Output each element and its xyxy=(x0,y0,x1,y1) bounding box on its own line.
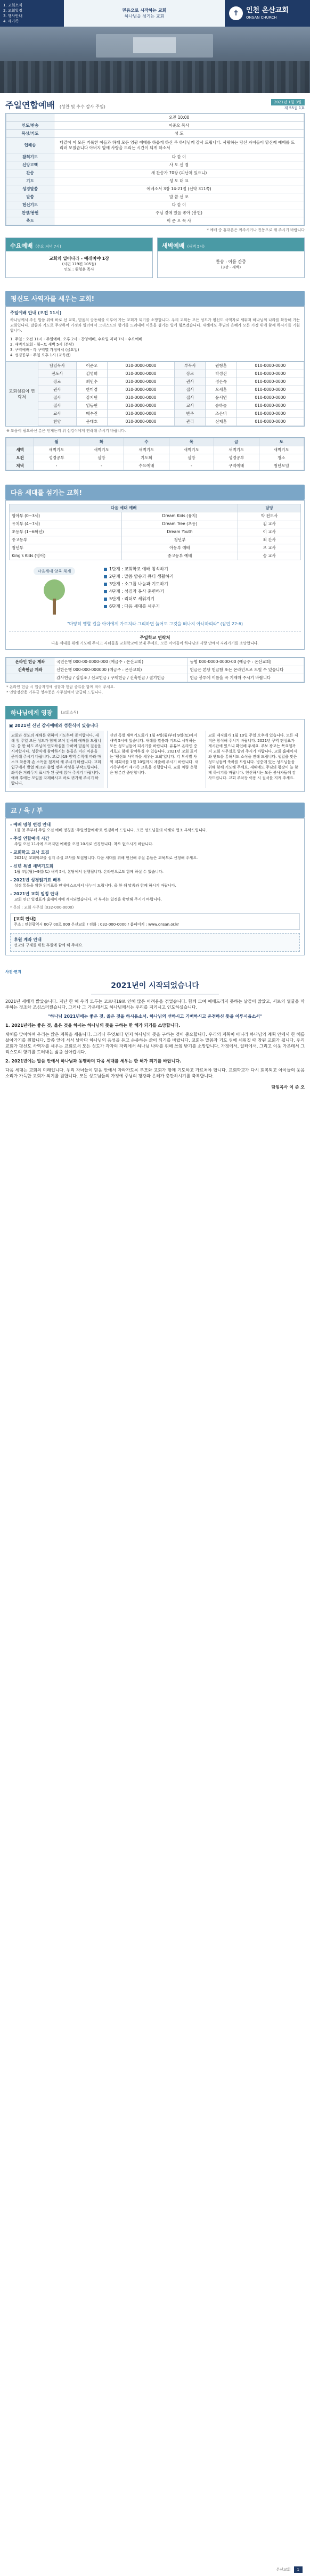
worship-header xyxy=(0,93,310,113)
banner-photo xyxy=(0,27,310,93)
announcements-section-title: 교 / 육 / 부 xyxy=(5,803,305,818)
offering-value: 감사헌금 / 십일조 / 선교헌금 / 구제헌금 / 건축헌금 / 절기헌금 xyxy=(54,674,187,682)
worship-row-value: 에베소서 3장 14-21절 (신약 311쪽) xyxy=(54,185,304,193)
footer-mark: 온산교회 xyxy=(276,2567,291,2572)
announcement-item xyxy=(10,863,300,874)
announcement-heading: - 주일 연합예배 시간 xyxy=(10,836,50,841)
nextgen-cell: 영아부 (0~3세) xyxy=(10,512,122,520)
offering-value-2: 헌금 봉투에 이름을 꼭 기재해 주시기 바랍니다 xyxy=(187,674,304,682)
schedule-cell: 오전 xyxy=(6,454,34,462)
announcement-item xyxy=(10,891,300,902)
announcement-body: 주일 오전 11시에 드려지던 예배를 오전 10시로 변경합니다. 착오 없으시기 바랍니다. xyxy=(14,842,153,846)
staff-cell: 윤서연 xyxy=(206,394,236,402)
vision-bullet: 2. 새벽기도회 - 월~토 새벽 5시 (본당) xyxy=(10,342,74,347)
staff-row xyxy=(38,394,304,402)
worship-row xyxy=(6,169,304,177)
nextgen-row xyxy=(10,528,301,536)
staff-cell: 집사 xyxy=(175,394,206,402)
staff-cell: 장로 xyxy=(175,370,206,378)
announcements-footer: * 문의 : 교회 사무실 (032-000-0000) xyxy=(10,905,74,910)
schedule-cell: - xyxy=(79,462,124,470)
staff-cell: 010-0000-0000 xyxy=(236,378,304,386)
announcement-body: 1월 4일(월)~9일(토) 새벽 5시, 본당에서 진행됩니다. 온라인으로도 함께 하실 수 있습니다. xyxy=(14,870,164,874)
nextgen-cell: 최 간사 xyxy=(238,536,301,544)
staff-cell: 장로 xyxy=(38,378,77,386)
nextgen-cell: Dream Kids (유치) xyxy=(121,512,238,520)
header-tag: 3. 행사안내 xyxy=(3,14,22,18)
worship-row-value: 이 준 오 목 사 xyxy=(54,217,304,225)
staff-cell: 교사 xyxy=(38,410,77,418)
staff-row xyxy=(38,386,304,394)
nextgen-cell: Dream Youth xyxy=(121,528,238,536)
step-marker xyxy=(104,598,107,601)
staff-row xyxy=(38,362,304,370)
staff-cell: 정은숙 xyxy=(206,378,236,386)
announcement-item xyxy=(10,822,300,833)
offering-key: 온라인 헌금 계좌 xyxy=(6,658,54,666)
nextgen-row xyxy=(10,552,301,560)
step-marker xyxy=(104,590,107,593)
staff-cell: 집사 xyxy=(38,394,77,402)
dawn-title: 새벽예배 xyxy=(162,242,185,249)
staff-cell: 문태호 xyxy=(76,418,107,426)
staff-cell: 010-0000-0000 xyxy=(107,370,174,378)
staff-cell: 부목사 xyxy=(175,362,206,370)
offering-row xyxy=(6,674,304,682)
staff-cell: 관리 xyxy=(175,418,206,426)
worship-row-key: 인도/찬송 xyxy=(6,122,54,130)
worship-row xyxy=(6,185,304,193)
nextgen-row xyxy=(10,544,301,552)
staff-cell: 오세훈 xyxy=(206,386,236,394)
schedule-cell: 새벽기도 xyxy=(79,446,124,454)
column-paragraph: 2. 2021년에는 말씀 안에서 하나님과 동행하며 다음 세대를 세우는 한 해가 되기를 바랍니다. xyxy=(5,1059,182,1064)
schedule-cell: 새벽기도 xyxy=(214,446,259,454)
tree-step xyxy=(104,596,301,602)
schedule-cell: 청년모임 xyxy=(259,462,304,470)
worship-row-value: 성 도 대 표 xyxy=(54,177,304,185)
staff-row xyxy=(38,370,304,378)
staff-cell: 한미경 xyxy=(76,386,107,394)
worship-row-value: 다 같 이 xyxy=(54,201,304,209)
schedule-header: 금 xyxy=(214,438,259,446)
nextgen-cell: Dream Tree (초등) xyxy=(121,520,238,528)
staff-cell: 찬양 xyxy=(38,418,77,426)
motto-line: 하나님을 섬기는 교회 xyxy=(124,14,165,19)
staff-footnote: ※ 도움이 필요하신 분은 언제든지 위 섬김이에게 연락해 주시기 바랍니다. xyxy=(6,429,126,433)
staff-cell: 010-0000-0000 xyxy=(236,386,304,394)
worship-vol: 제 55권 1호 xyxy=(284,106,305,110)
tree-step xyxy=(104,588,301,594)
announcement-heading: - 신년 특별 새벽기도회 xyxy=(10,864,54,869)
offering-row xyxy=(6,666,304,674)
vision-bullets xyxy=(10,337,300,358)
staff-cell: 010-0000-0000 xyxy=(236,370,304,378)
tree-step xyxy=(104,566,301,572)
worship-row xyxy=(6,130,304,138)
worship-row-key: 묵상/기도 xyxy=(6,130,54,138)
tree-step xyxy=(104,574,301,579)
tree-step-label: 5단계 : 리더로 세워지기 xyxy=(109,596,154,601)
worship-row-key: 찬양/봉헌 xyxy=(6,209,54,217)
worship-row-key: 찬송 xyxy=(6,169,54,177)
schedule-cell: 새벽기도 xyxy=(124,446,169,454)
step-marker xyxy=(104,605,107,608)
worship-row xyxy=(6,138,304,153)
worship-row xyxy=(6,193,304,201)
news-col-right: 교회 제직회가 1월 10일 주일 오후에 있습니다. 모든 제직은 참석해 주시기 바랍니다. 2021년 구역 편성표가 게시판에 있으니 확인해 주세요. 주보 광고는 목요일까지 교회 사무실로 알려 주시기 바랍니다. 교회 홈페이지와 밴드를 통해서도 소식을 전해 드립니다. 생일을 맞은 성도님들께 축하를 드립니다. 병중에 있는 성도님들을 위해 함께 기도해 주세요. 새해에도 주님의 평강이 늘 함께 하시기를 바랍니다. 헌신하시는 모든 봉사자들께 감사드립니다. 교회 주차장 이용 시 질서를 지켜 주세요. xyxy=(206,731,301,788)
worship-row-value: 새 찬송가 70장 (피난처 있으니) xyxy=(54,169,304,177)
wednesday-service xyxy=(5,238,153,278)
offering-note: * 연말정산용 기부금 영수증은 사무실에서 발급해 드립니다. xyxy=(6,690,103,694)
dawn-line: (3장 - 새벽) xyxy=(221,265,241,269)
nextgen-cell: 유치부 (4~7세) xyxy=(10,520,122,528)
weekly-services xyxy=(5,238,305,278)
schedule-row xyxy=(6,446,304,454)
nextgen-tree xyxy=(9,565,301,617)
staff-cell: 010-0000-0000 xyxy=(107,362,174,370)
footer xyxy=(0,2563,310,2576)
staff-cell: 권사 xyxy=(175,378,206,386)
nextgen-verse: "마땅히 행할 길을 아이에게 가르치라 그리하면 늙어도 그것을 떠나지 아니하리라" (잠언 22:6) xyxy=(67,621,243,626)
tree-step xyxy=(104,581,301,587)
tree-step-label: 3단계 : 소그룹 나눔과 기도하기 xyxy=(109,582,168,586)
offering-value-2: 헌금은 본당 헌금함 또는 온라인으로 드릴 수 있습니다 xyxy=(187,666,304,674)
worship-row-key: 참회기도 xyxy=(6,153,54,161)
header-tag: 1. 교회소식 xyxy=(3,3,22,7)
wednesday-line: 인도 : 원형훈 목사 xyxy=(64,267,94,272)
worship-row-key: 기도 xyxy=(6,177,54,185)
step-marker xyxy=(104,583,107,586)
nextgen-cell: 오 교사 xyxy=(238,544,301,552)
wednesday-line: (시편 119편 105절) xyxy=(62,262,96,266)
staff-cell: 권사 xyxy=(38,386,77,394)
news-section-title: 하나님에게 영광 xyxy=(5,706,58,719)
staff-cell: 배수진 xyxy=(76,410,107,418)
staff-cell: 반주 xyxy=(175,410,206,418)
church-name: 인천 온산교회 xyxy=(246,6,289,14)
vision-bullet: 4. 성경공부 - 주일 오후 1시 (교육관) xyxy=(10,353,71,357)
announcement-heading: - 2021년 교회 일정 안내 xyxy=(10,892,59,896)
nextgen-box xyxy=(5,500,305,650)
column-label: 사진·편지 xyxy=(5,970,21,974)
vision-paragraph: 하나님께서 주신 말씀 위에 바로 선 교회, 믿음의 공동체를 이루어 가는 교회가 되기를 소망합니다. 우리 교회는 모든 성도가 평신도 사역자로 세워져 하나님의 나라를 확장해 가는 교회입니다. 말씀과 기도로 무장하여 가정과 일터에서 그리스도의 향기를 드러내며 이웃을 섬기는 일에 힘쓰겠습니다. 새해에도 주님의 은혜가 모든 가정 위에 함께 하시기를 기원합니다. xyxy=(10,318,300,333)
staff-cell: 교사 xyxy=(175,402,206,410)
worship-row-value: 말 씀 선 포 xyxy=(54,193,304,201)
schedule-header: 토 xyxy=(259,438,304,446)
nextgen-cell: King's Kids (영어) xyxy=(10,552,122,560)
step-marker xyxy=(104,568,107,571)
motto-line: 믿음으로 시작하는 교회 xyxy=(122,8,167,13)
nextgen-cell: 초등부 (1~6학년) xyxy=(10,528,122,536)
worship-row-value: 이준오 목사 xyxy=(54,122,304,130)
column-section xyxy=(5,969,305,1090)
column-paragraph: 다음 세대는 교회의 미래입니다. 우리 자녀들이 믿음 안에서 자라가도록 부모와 교회가 함께 기도하고 가르쳐야 합니다. 교회학교가 다시 회복되고 아이들의 웃음소리가 가득한 교회가 되기를 원합니다. 모든 성도님들의 가정에 주님의 평강과 은혜가 충만하시기를 축복합니다. xyxy=(5,1068,305,1078)
worship-row-key xyxy=(6,114,54,122)
news-col-left: 교회와 성도의 새해를 위하여 기도하며 준비합시다. 새해 첫 주일 모든 성도가 함께 모여 감사의 예배를 드립니다. 올 한 해도 주님의 인도하심을 구하며 믿음의 걸음을 시작합시다. 성찬식에 참여하시는 분들은 미리 마음을 준비해 주시기 바랍니다. 코로나19 방역 수칙에 따라 마스크 착용과 손 소독을 철저히 해 주시기 바랍니다. 교회 입구에서 발열 체크와 출입 명부 작성을 부탁드립니다. 좌석은 거리두기 표시가 된 곳에 앉아 주시기 바랍니다. 예배 후에는 모임을 자제하시고 바로 귀가해 주시기 바랍니다. xyxy=(9,731,104,788)
announcement-heading: - 교회학교 교사 모집 xyxy=(10,850,50,855)
column-paragraph: 2021년 새해가 밝았습니다. 지난 한 해 우리 모두는 코로나19로 인해 많은 어려움을 겪었습니다. 함께 모여 예배드리지 못하는 날들이 많았고, 서로의 얼굴을 마주하는 것조차 조심스러웠습니다. 그러나 그 가운데서도 하나님께서는 우리를 지키시고 인도하셨습니다. xyxy=(5,999,305,1010)
news-box xyxy=(5,719,305,792)
staff-cell: 원형훈 xyxy=(206,362,236,370)
staff-cell: 전도사 xyxy=(38,370,77,378)
schedule-header: 화 xyxy=(79,438,124,446)
worship-date: 2021년 1월 3일 xyxy=(271,99,305,105)
schedule-cell: 저녁 xyxy=(6,462,34,470)
nextgen-row xyxy=(10,536,301,544)
offering-table xyxy=(5,657,305,683)
schedule-cell: - xyxy=(169,462,214,470)
step-marker xyxy=(104,575,107,578)
nextgen-right-head: 담당 xyxy=(238,504,301,512)
announcement-body: 교회 연간 일정표가 홈페이지에 게시되었습니다. 각 부서는 일정을 확인해 주시기 바랍니다. xyxy=(14,897,162,902)
schedule-header: 목 xyxy=(169,438,214,446)
nextgen-cell: 송 교사 xyxy=(238,552,301,560)
worship-row-key: 말씀 xyxy=(6,193,54,201)
offering-key xyxy=(6,674,54,682)
schedule-row xyxy=(6,462,304,470)
announcement-body: 2021년 교회학교를 섬겨 주실 교사를 모집합니다. 다음 세대를 위해 헌신해 주실 분들은 교육부로 신청해 주세요. xyxy=(14,856,198,860)
worship-row-value: 성 도 xyxy=(54,130,304,138)
offering-note: * 온라인 헌금 시 입금자명에 성함과 헌금 종류를 함께 적어 주세요. xyxy=(6,685,115,689)
staff-cell: 집사 xyxy=(38,402,77,410)
weekly-schedule-table xyxy=(5,437,305,471)
vision-bullet: 1. 주일 : 오전 11시 - 주일예배, 오후 2시 - 찬양예배, 수요일 저녁 7시 - 수요예배 xyxy=(10,337,143,341)
announcement-item xyxy=(10,849,300,861)
nextgen-blessing-text: 다음 세대를 위해 기도해 주시고 자녀들을 교회학교에 보내 주세요. 모든 아이들이 하나님의 사랑 안에서 자라가기를 소망합니다. xyxy=(51,641,259,645)
staff-cell: 010-0000-0000 xyxy=(236,418,304,426)
nextgen-blessing-title: 주일학교 연락처 xyxy=(140,635,170,640)
worship-row xyxy=(6,177,304,185)
staff-cell: 최민수 xyxy=(76,378,107,386)
dawn-tag: (새벽 5시) xyxy=(187,244,205,249)
schedule-row xyxy=(6,454,304,462)
schedule-cell: 새벽기도 xyxy=(169,446,214,454)
worship-row xyxy=(6,161,304,169)
tree-step-label: 6단계 : 다음 세대를 세우기 xyxy=(109,604,160,609)
schedule-header xyxy=(6,438,34,446)
schedule-header: 수 xyxy=(124,438,169,446)
schedule-cell: 성경공부 xyxy=(214,454,259,462)
news-header xyxy=(5,706,305,719)
schedule-cell: 새벽기도 xyxy=(34,446,79,454)
announcements-box xyxy=(5,818,305,955)
offering-value: 국민은행 000-00-0000-000 (예금주 : 온산교회) xyxy=(54,658,187,666)
schedule-cell: 심방 xyxy=(79,454,124,462)
staff-row xyxy=(38,418,304,426)
schedule-cell: 새벽기도 xyxy=(259,446,304,454)
schedule-cell: 청소 xyxy=(259,454,304,462)
nextgen-row xyxy=(10,512,301,520)
donation-title: 후원 계좌 안내 xyxy=(14,937,42,942)
staff-cell: 송하늘 xyxy=(206,402,236,410)
worship-row-value: 오전 10:00 xyxy=(54,114,304,122)
offering-value: 신한은행 000-000-000000 (예금주 : 온산교회) xyxy=(54,666,187,674)
schedule-cell: 기도회 xyxy=(124,454,169,462)
nextgen-cell: 아동부 예배 xyxy=(121,544,238,552)
worship-row-value: 다같이 이 모든 거룩한 이들과 하께 모든 영광 예배를 하옵게 하신 주 하나님께 감사 드립니다. 사랑하는 당신 자녀들이 당신께 예배를 드리러 모였습니다 아버지 앞에 사랑을 드리는 시간이 되게 하소서 xyxy=(54,138,304,153)
tree-step-label: 4단계 : 섬김과 봉사 훈련하기 xyxy=(109,589,164,594)
offering-row xyxy=(6,658,304,666)
staff-cell: 010-0000-0000 xyxy=(107,418,174,426)
vision-sub: 주일예배 안내 (오전 11시) xyxy=(10,310,62,315)
worship-row-key: 입례송 xyxy=(6,138,54,153)
column-title: 2021년이 시작되었습니다 xyxy=(111,982,199,990)
announcement-body: 1월 첫 주부터 주일 오전 예배 명칭을 '주일연합예배'로 변경하여 드립니다. 모든 성도님들의 이해와 협조 부탁드립니다. xyxy=(14,828,207,832)
header-tag: 4. 새가족 xyxy=(3,19,19,23)
staff-cell: 조은비 xyxy=(206,410,236,418)
worship-row-key: 성경말씀 xyxy=(6,185,54,193)
schedule-cell: 성경공부 xyxy=(34,454,79,462)
nextgen-row xyxy=(10,520,301,528)
vision-section-title: 평신도 사역자를 세우는 교회! xyxy=(5,291,305,306)
staff-cell: 010-0000-0000 xyxy=(107,386,174,394)
nextgen-cell: 청년부 xyxy=(10,544,122,552)
tree-icon xyxy=(38,579,70,617)
header-tag: 2. 교회일정 xyxy=(3,9,22,13)
wednesday-line: 교회의 일어나라 - 예레미야 1장 xyxy=(49,256,109,261)
tree-step-label: 2단계 : 말씀 암송과 큐티 생활하기 xyxy=(109,574,174,579)
dawn-line: 찬송 : 이름 간증 xyxy=(216,259,246,264)
worship-row xyxy=(6,114,304,122)
staff-cell: 임동현 xyxy=(76,402,107,410)
nextgen-cell: 중고등부 xyxy=(10,536,122,544)
column-body xyxy=(5,999,305,1079)
worship-row-key: 헌신기도 xyxy=(6,201,54,209)
worship-subtitle: (성찬 및 추수 감사 주일) xyxy=(59,104,105,109)
header-left xyxy=(0,0,64,27)
staff-cell: 010-0000-0000 xyxy=(107,410,174,418)
schedule-cell: 심방 xyxy=(169,454,214,462)
nextgen-left-head: 다음 세대 예배 xyxy=(10,504,238,512)
news-col-mid: 신년 특별 새벽기도회가 1월 4일(월)부터 9일(토)까지 새벽 5시에 있습니다. 새해를 말씀과 기도로 시작하는 모든 성도님들이 되시기를 바랍니다. 유튜브 온라인 중계로도 함께 참여하실 수 있습니다. 2021년 교회 표어는 '평신도 사역자를 세우는 교회'입니다. 각 부서별 사역 계획서를 1월 10일까지 제출해 주시기 바랍니다. 새가족부에서 새가족 교육을 진행합니다. 교회 차량 운행은 당분간 중단합니다. xyxy=(107,731,202,788)
nextgen-cell: 청년부 xyxy=(121,536,238,544)
staff-cell: 박성진 xyxy=(206,370,236,378)
staff-cell: 010-0000-0000 xyxy=(107,394,174,402)
staff-label: 교회섬김이 연락처 xyxy=(6,362,38,426)
staff-cell: 담임목사 xyxy=(38,362,77,370)
staff-cell: 010-0000-0000 xyxy=(107,378,174,386)
header-motto xyxy=(64,0,225,27)
schedule-cell: 수요예배 xyxy=(124,462,169,470)
worship-row xyxy=(6,217,304,225)
worship-row xyxy=(6,209,304,217)
tree-step-label: 1단계 : 교회학교 예배 참석하기 xyxy=(109,567,168,571)
staff-row xyxy=(38,402,304,410)
donation-text: 선교와 구제를 위한 후원에 함께 해 주세요. xyxy=(14,943,84,947)
staff-row xyxy=(38,378,304,386)
nextgen-section-title: 다음 세대를 섬기는 교회! xyxy=(5,485,305,500)
staff-cell: 집사 xyxy=(175,386,206,394)
staff-cell: 강지원 xyxy=(76,394,107,402)
header xyxy=(0,0,310,27)
vision-box xyxy=(5,306,305,362)
dawn-service xyxy=(157,238,305,278)
staff-cell: 010-0000-0000 xyxy=(236,410,304,418)
announcement-heading: - 예배 명칭 변경 안내 xyxy=(10,822,51,827)
schedule-cell: 새벽 xyxy=(6,446,34,454)
news-bullet-head: ▣ 2021년 신년 감사예배와 성찬식이 있습니다 xyxy=(9,723,99,728)
offering-value-2: 농협 000-0000-0000-00 (예금주 : 온산교회) xyxy=(187,658,304,666)
nextgen-cell: 박 전도사 xyxy=(238,512,301,520)
staff-cell: 010-0000-0000 xyxy=(236,402,304,410)
church-logo-block xyxy=(225,0,310,27)
worship-note: * 예배 중 휴대폰은 꺼주시거나 진동으로 해 주시기 바랍니다 xyxy=(207,228,305,232)
staff-row xyxy=(38,410,304,418)
schedule-cell: 구역예배 xyxy=(214,462,259,470)
tree-title: 다음세대 양육 체계 xyxy=(34,567,76,575)
announcement-heading: - 2021년 성경읽기표 배부 xyxy=(10,878,61,882)
worship-row-key: 신앙고백 xyxy=(6,161,54,169)
church-name-sub: ONSAN CHURCH xyxy=(246,15,277,20)
staff-box xyxy=(5,362,305,427)
staff-cell: 이준오 xyxy=(76,362,107,370)
nextgen-cell: 이 교사 xyxy=(238,528,301,536)
church-logo-icon: ✝ xyxy=(229,6,243,20)
worship-row-value: 사 도 신 경 xyxy=(54,161,304,169)
staff-cell: 010-0000-0000 xyxy=(236,362,304,370)
worship-row-value: 주님 곁에 있음 좋아 (봉헌) xyxy=(54,209,304,217)
nextgen-cell: 김 교사 xyxy=(238,520,301,528)
page-number: 1 xyxy=(294,2566,303,2573)
column-paragraph: 새해를 맞이하며 우리는 많은 계획을 세웁니다. 그러나 무엇보다 먼저 하나님의 뜻을 구하는 것이 중요합니다. 우리의 계획이 아니라 하나님의 계획 안에서 한 해를 살아가기를 원합니다. 말씀 앞에 서서 날마다 하나님의 음성을 듣고 순종하는 삶이 되기를 바랍니다. 교회는 말씀과 기도 위에 세워질 때 참된 교회가 됩니다. 우리 교회가 평신도 사역자를 세우는 교회로서 모든 성도가 각자의 자리에서 하나님 나라를 위해 쓰임 받기를 소망합니다. 가정에서, 일터에서, 그리고 이웃 가운데서 그리스도의 향기를 드러내는 삶을 살아갑시다. xyxy=(5,1032,305,1054)
worship-row-value: 다 같 이 xyxy=(54,153,304,161)
contact-title: [교회 안내] xyxy=(14,917,36,921)
worship-order-table xyxy=(5,113,305,226)
worship-row-key: 축도 xyxy=(6,217,54,225)
news-section-tag: (교회소식) xyxy=(61,710,78,715)
contact-text: 주소 : 인천광역시 00구 00로 000 온산교회 / 전화 : 032-000-0000 / 홈페이지 : www.onsan.or.kr xyxy=(14,922,179,927)
offering-key: 건축헌금 계좌 xyxy=(6,666,54,674)
schedule-header: 월 xyxy=(34,438,79,446)
worship-row xyxy=(6,122,304,130)
schedule-cell: - xyxy=(34,462,79,470)
column-paragraph: "하나님 2021년에는 좋은 것, 옳은 것을 하시옵소서. 하나님의 선하시고 기뻐하시고 온전하신 뜻을 이루시옵소서" xyxy=(47,1014,263,1019)
worship-row xyxy=(6,153,304,161)
staff-cell: 신재훈 xyxy=(206,418,236,426)
announcement-item xyxy=(10,836,300,847)
staff-cell: 김영희 xyxy=(76,370,107,378)
nextgen-cell: 중고등부 예배 xyxy=(121,552,238,560)
column-paragraph: 1. 2021년에는 좋은 것, 옳은 것을 하시는 하나님의 뜻을 구하는 한 해가 되기를 소망합니다. xyxy=(5,1023,181,1028)
announcement-body: 성경 통독을 위한 읽기표를 안내데스크에서 나누어 드립니다. 올 한 해 말씀과 함께 하시기 바랍니다. xyxy=(14,884,176,888)
staff-cell: 010-0000-0000 xyxy=(107,402,174,410)
announcement-item xyxy=(10,877,300,888)
tree-step xyxy=(104,603,301,609)
tree-steps xyxy=(104,565,301,617)
vision-bullet: 3. 구역예배 - 각 구역별 가정에서 (금요일) xyxy=(10,348,79,352)
column-sign: 담임목사 이 준 오 xyxy=(271,1085,305,1090)
wednesday-tag: (수요 저녁 7시) xyxy=(35,244,61,249)
worship-title: 주일연합예배 xyxy=(5,100,55,110)
staff-cell: 010-0000-0000 xyxy=(236,394,304,402)
wednesday-title: 수요예배 xyxy=(10,242,33,249)
worship-row xyxy=(6,201,304,209)
